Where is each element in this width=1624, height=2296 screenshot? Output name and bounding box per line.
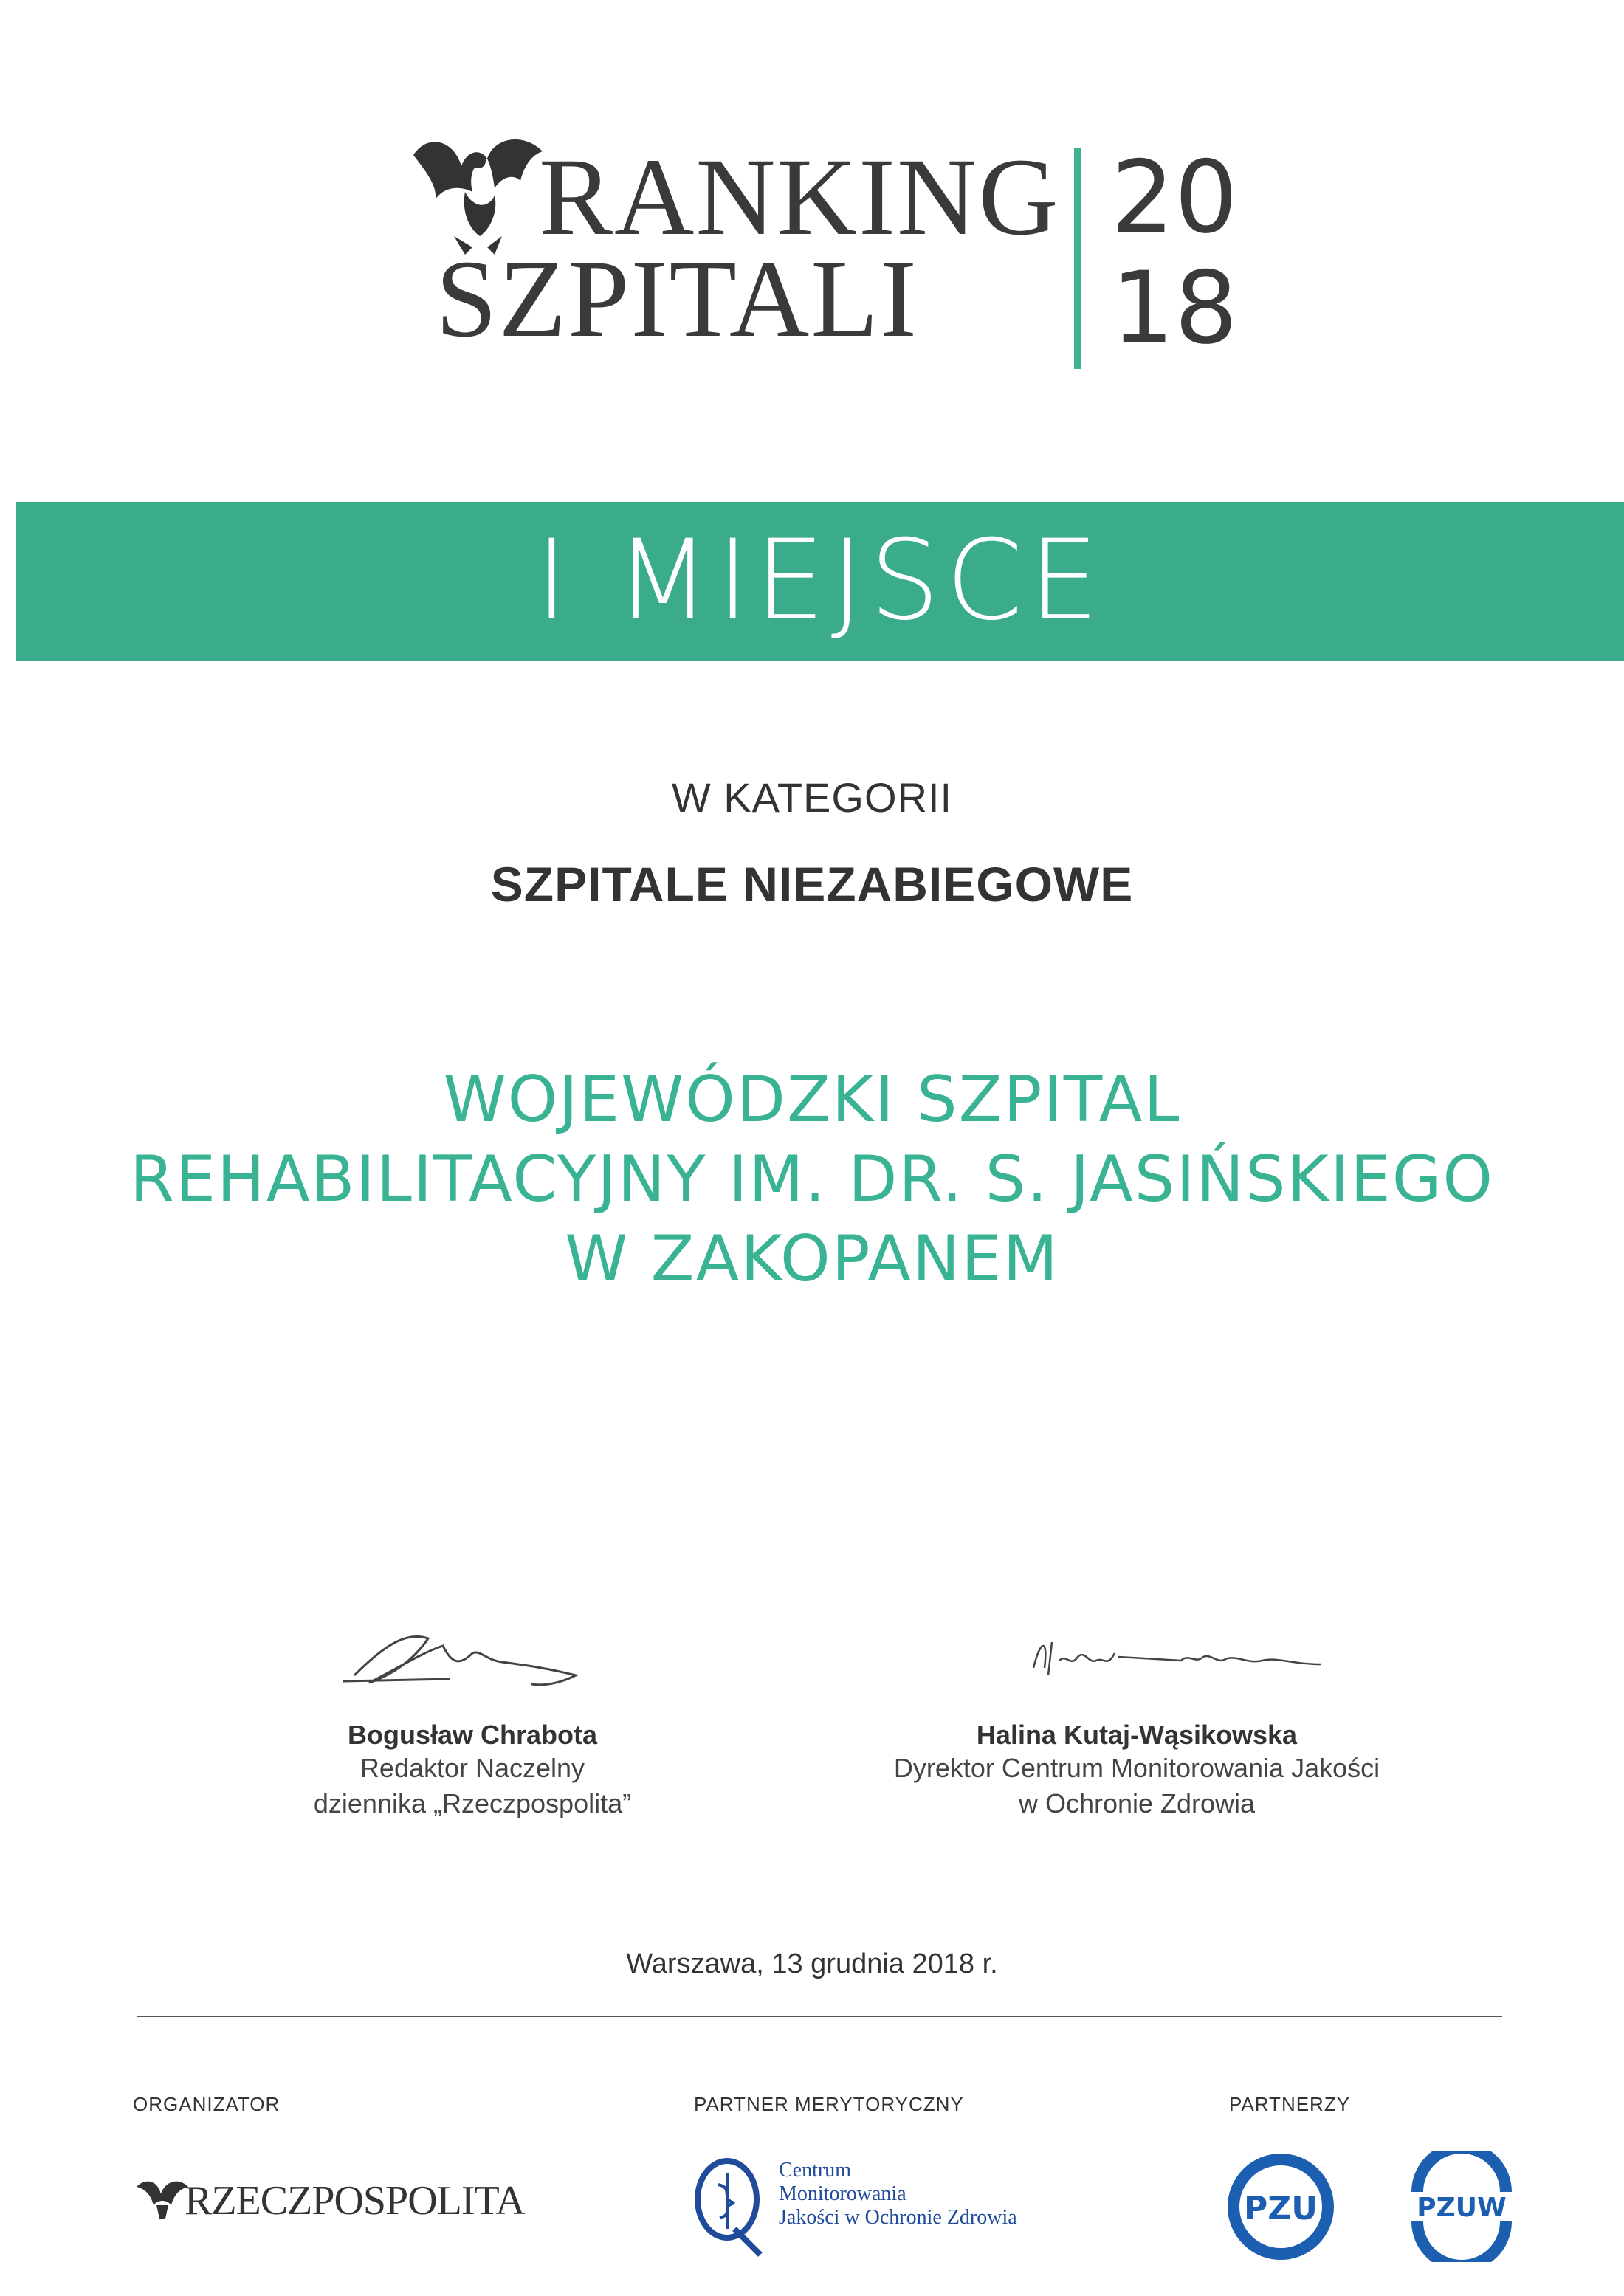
pzuw-wordmark: PZUW xyxy=(1417,2193,1507,2223)
signatory-right-name: Halina Kutaj-Wąsikowska xyxy=(976,1720,1298,1750)
ranking-title-line1: RANKING xyxy=(539,136,1060,258)
rzeczpospolita-logo xyxy=(133,2170,525,2236)
category-name: SZPITALE NIEZABIEGOWE xyxy=(490,857,1134,911)
cmj-line2: Monitorowania xyxy=(779,2182,906,2205)
signature-left xyxy=(340,1616,591,1697)
issue-date: Warszawa, 13 grudnia 2018 r. xyxy=(626,1948,998,1979)
partners-label: PARTNERZY xyxy=(1229,2093,1351,2115)
signatory-left-role1: Redaktor Naczelny xyxy=(359,1753,585,1783)
ranking-title-line2: SZPITALI xyxy=(436,238,918,360)
cmj-q-icon xyxy=(690,2155,771,2258)
rzeczpospolita-wordmark: RZECZPOSPOLITA xyxy=(185,2178,525,2224)
pzu-logo xyxy=(1225,2151,1336,2262)
place-text: I MIEJSCE xyxy=(535,517,1105,645)
signatory-left-name: Bogusław Chrabota xyxy=(347,1720,598,1750)
partner-label: PARTNER MERYTORYCZNY xyxy=(694,2093,964,2115)
signatory-right-role1: Dyrektor Centrum Monitorowania Jakości xyxy=(893,1753,1380,1783)
hospital-name-line2: REHABILITACYJNY IM. DR. S. JASIŃSKIEGO xyxy=(129,1142,1495,1216)
pzuw-logo xyxy=(1403,2151,1521,2262)
year-top: 20 xyxy=(1111,139,1238,255)
footer-divider xyxy=(137,2016,1502,2017)
pzu-wordmark: PZU xyxy=(1244,2190,1318,2227)
signatory-left-role2: dziennika „Rzeczpospolita” xyxy=(313,1788,632,1818)
organizer-label: ORGANIZATOR xyxy=(133,2093,281,2115)
place-banner xyxy=(16,502,1624,661)
cmj-line3: Jakości w Ochronie Zdrowia xyxy=(779,2206,1017,2229)
hospital-name-line1: WOJEWÓDZKI SZPITAL xyxy=(443,1063,1181,1137)
signature-right xyxy=(1026,1624,1336,1690)
year-bottom: 18 xyxy=(1111,250,1238,366)
cmj-wordmark xyxy=(779,2159,1017,2230)
year-divider xyxy=(1074,148,1081,369)
category-label: W KATEGORII xyxy=(671,774,953,821)
signatory-right-role2: w Ochronie Zdrowia xyxy=(1018,1788,1256,1818)
eagle-small-icon xyxy=(133,2176,192,2220)
ranking-logo xyxy=(384,125,1270,376)
cmj-logo xyxy=(690,2151,1104,2262)
signatory-right xyxy=(849,1720,1425,1821)
cmj-line1: Centrum xyxy=(779,2159,851,2182)
hospital-name-line3: W ZAKOPANEM xyxy=(565,1222,1059,1296)
signatory-left xyxy=(244,1720,701,1821)
